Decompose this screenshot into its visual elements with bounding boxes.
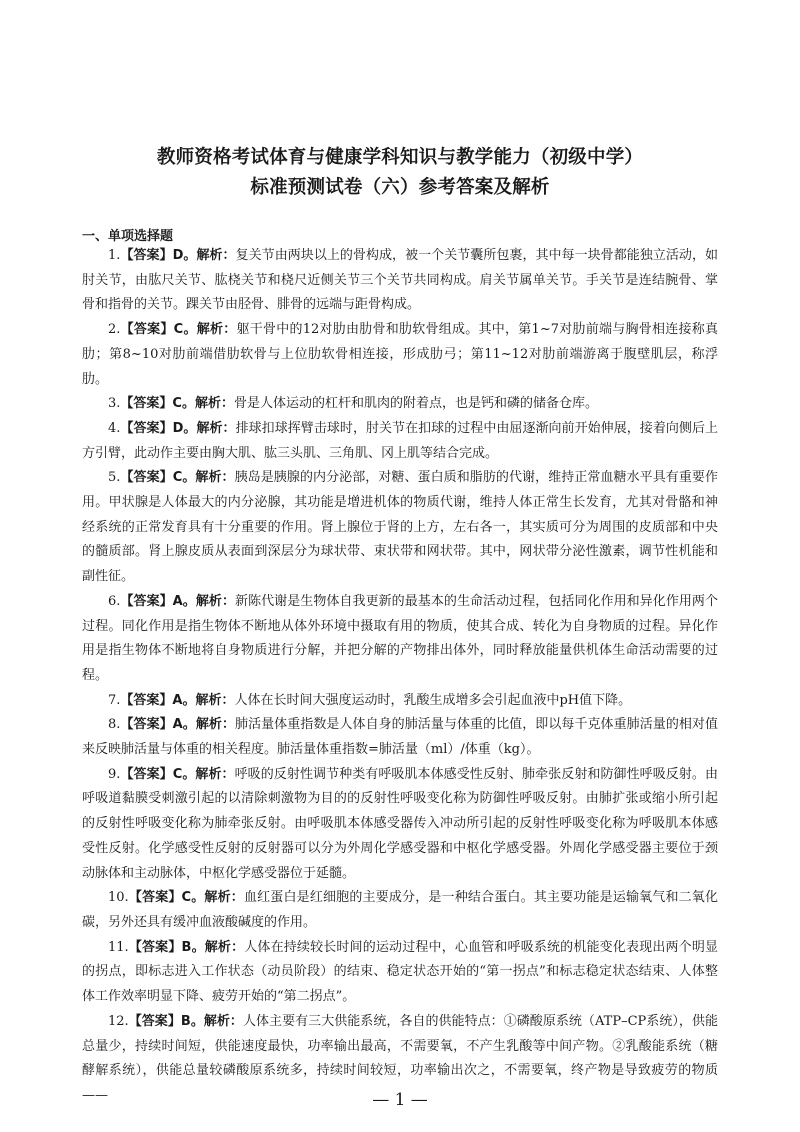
answer-label: 【答案】A。解析： [120, 593, 236, 609]
answer-label: 【答案】C。解析： [120, 396, 234, 412]
explanation-text: 人体主要有三大供能系统，各自的供能特点：①磷酸原系统（ATP–CP系统），供能总量少，持续时间短，供能速度最快，功率输出最高，不需要氧，不产生乳酸等中间产物。②乳酸能系统（糖酵解系统），供能总量较磷酸原系统多，持续时间较短，功率输出次之，不需要氧，终产物是导致疲劳的物质—— [82, 1013, 718, 1103]
answer-item [82, 713, 718, 762]
answer-item [82, 936, 718, 1010]
answer-label: 【答案】C。解析： [128, 890, 244, 906]
answer-item [82, 689, 718, 714]
explanation-text: 骨是人体运动的杠杆和肌肉的附着点，也是钙和磷的储备仓库。 [233, 396, 598, 412]
answer-item [82, 318, 718, 392]
answer-label: 【答案】D。解析： [120, 248, 236, 263]
item-number: 3. [108, 396, 121, 412]
explanation-text: 呼吸的反射性调节种类有呼吸肌本体感受性反射、肺牵张反射和防御性呼吸反射。由呼吸道黏膜受刺激引起的以清除刺激物为目的的反射性呼吸变化称为防御性呼吸反射。由肺扩张或缩小所引起的反射性呼吸变化称为肺牵张反射。由呼吸肌本体感受器传入冲动所引起的反射性呼吸变化称为呼吸肌本体感受性反射。化学感受性反射的反射器可以分为外周化学感受器和中枢化学感受器。外周化学感受器主要位于颈动脉体和主动脉体，中枢化学感受器位于延髓。 [82, 766, 718, 881]
explanation-text: 肺活量体重指数是人体自身的肺活量与体重的比值，即以每千克体重肺活量的相对值来反映肺活量与体重的相关程度。肺活量体重指数=肺活量（ml）/体重（kg）。 [82, 717, 718, 758]
answer-item [82, 763, 718, 887]
answer-label: 【答案】C。解析： [120, 322, 237, 338]
answer-label: 【答案】C。解析： [120, 766, 235, 782]
item-number: 4. [108, 420, 121, 436]
document-title-line2: 标准预测试卷（六）参考答案及解析 [250, 177, 550, 198]
document-title-line1: 教师资格考试体育与健康学科知识与教学能力（初级中学） [156, 147, 644, 168]
answer-label: 【答案】A。解析： [120, 692, 235, 708]
explanation-text: 新陈代谢是生物体自我更新的最基本的生命活动过程，包括同化作用和异化作用两个过程。同化作用是指生物体不断地从体外环境中摄取有用的物质，使其合成、转化为自身物质的过程。异化作用是指生物体不断地将自身物质进行分解，并把分解的产物排出体外，同时释放能量供机体生命活动需要的过程。 [82, 593, 718, 683]
explanation-text: 人体在持续较长时间的运动过程中，心血管和呼吸系统的机能变化表现出两个明显的拐点，即标志进入工作状态（动员阶段）的结束、稳定状态开始的“第一拐点”和标志稳定状态结束、人体整体工作效率明显下降、疲劳开始的“第二拐点”。 [82, 939, 718, 1005]
item-number: 10. [108, 890, 129, 906]
answer-item [82, 466, 718, 590]
answer-item [82, 886, 718, 935]
section-heading: 一、单项选择题 [82, 229, 174, 244]
item-number: 12. [108, 1013, 129, 1029]
answer-item [82, 417, 718, 466]
explanation-text: 复关节由两块以上的骨构成，被一个关节囊所包裹，其中每一块骨都能独立活动，如肘关节，由肱尺关节、肱桡关节和桡尺近侧关节三个关节共同构成。肩关节属单关节。手关节是连结腕骨、掌骨和指骨的关节。踝关节由胫骨、腓骨的远端与距骨构成。 [82, 248, 718, 313]
answer-item [82, 590, 718, 689]
answer-label: 【答案】A。解析： [120, 717, 236, 733]
explanation-text: 人体在长时间大强度运动时，乳酸生成增多会引起血液中pH值下降。 [234, 692, 632, 708]
item-number: 2. [108, 322, 121, 338]
item-number: 9. [108, 766, 121, 782]
item-number: 7. [108, 692, 121, 708]
answer-label: 【答案】B。解析： [128, 939, 245, 955]
answer-item [82, 244, 718, 318]
answer-label: 【答案】C。解析： [120, 470, 235, 486]
item-number: 1. [108, 248, 121, 263]
answer-item [82, 392, 718, 417]
answer-label: 【答案】D。解析： [120, 420, 236, 436]
item-number: 5. [108, 470, 121, 486]
explanation-text: 排球扣球挥臂击球时，肘关节在扣球的过程中由屈逐渐向前开始伸展，接着向侧后上方引臂，此动作主要由胸大肌、肱三头肌、三角肌、冈上肌等结合完成。 [82, 420, 718, 461]
answer-list [82, 244, 718, 1109]
answer-label: 【答案】B。解析： [128, 1013, 243, 1029]
item-number: 11. [108, 939, 129, 955]
explanation-text: 胰岛是胰腺的内分泌部，对糖、蛋白质和脂肪的代谢，维持正常血糖水平具有重要作用。甲状腺是人体最大的内分泌腺，其功能是增进机体的物质代谢，维持人体正常生长发育，尤其对骨骼和神经系统的正常发育具有十分重要的作用。肾上腺位于肾的上方，左右各一，其实质可分为周围的皮质部和中央的髓质部。肾上腺皮质从表面到深层分为球状带、束状带和网状带。其中，网状带分泌性激素，调节性机能和副性征。 [82, 470, 718, 585]
item-number: 8. [108, 717, 121, 733]
explanation-text: 躯干骨中的12对肋由肋骨和肋软骨组成。其中，第1~7对肋前端与胸骨相连接称真肋；第8~10对肋前端借肋软骨与上位肋软骨相连接，形成肋弓；第11~12对肋前端游离于腹壁肌层，称浮肋。 [82, 322, 718, 387]
explanation-text: 血红蛋白是红细胞的主要成分，是一种结合蛋白。其主要功能是运输氧气和二氧化碳，另外还具有缓冲血液酸碱度的作用。 [82, 890, 718, 930]
page-number: — 1 — [372, 1090, 428, 1110]
item-number: 6. [108, 593, 121, 609]
